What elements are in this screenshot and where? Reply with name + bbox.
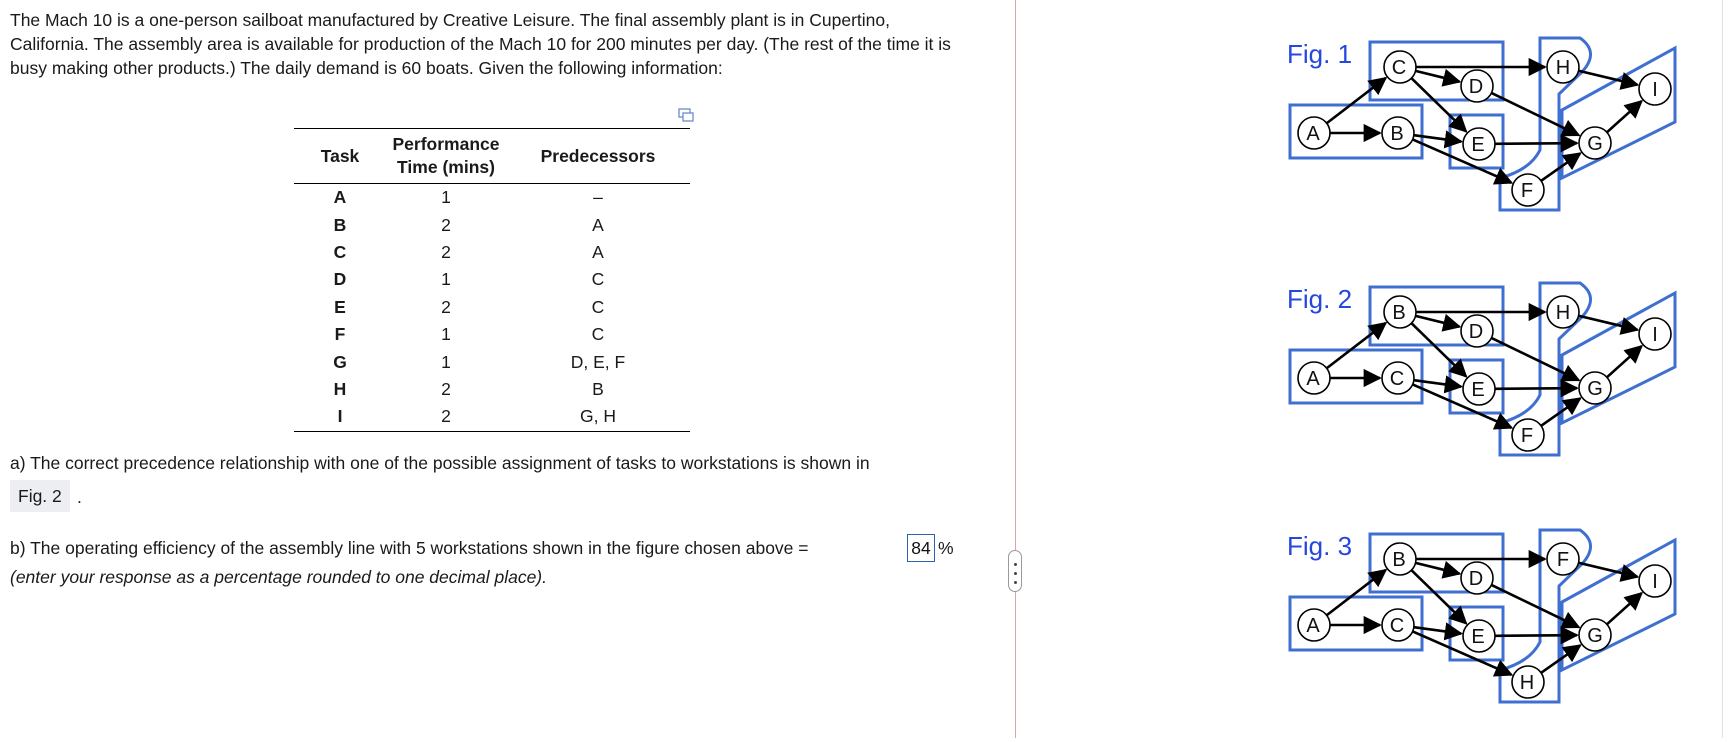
precedence-arrow	[1413, 384, 1512, 427]
cell-pred: A	[592, 214, 604, 235]
task-node-label: C	[1389, 368, 1405, 390]
precedence-arrow	[1495, 635, 1577, 636]
figure-label: Fig. 3	[1287, 531, 1353, 561]
precedence-arrow	[1413, 139, 1512, 182]
cell-pred: –	[593, 187, 603, 208]
task-node-label: E	[1471, 379, 1485, 401]
task-node-label: G	[1587, 625, 1603, 647]
task-node-label: B	[1392, 302, 1406, 324]
precedence-arrow	[1607, 101, 1642, 132]
task-node-label: D	[1468, 76, 1484, 98]
task-node-label: F	[1520, 425, 1534, 447]
task-node-label: G	[1587, 133, 1603, 155]
cell-time: 2	[441, 296, 451, 317]
precedence-arrow	[1495, 388, 1577, 389]
cell-task: F	[334, 324, 346, 345]
task-node-label: H	[1519, 672, 1535, 694]
question-a-answer-select[interactable]: Fig. 2	[10, 480, 70, 512]
cell-time: 1	[441, 269, 451, 290]
cell-time: 2	[386, 403, 506, 431]
precedence-arrow	[1416, 316, 1460, 327]
figure-1[interactable]	[0, 0, 1728, 250]
task-node-label: D	[1468, 568, 1484, 590]
cell-pred: A	[592, 241, 604, 262]
cell-time: 1	[441, 351, 451, 372]
cell-task: I	[294, 403, 386, 431]
precedence-arrow	[1491, 585, 1578, 627]
figure-label: Fig. 1	[1287, 39, 1353, 69]
precedence-arrow	[1607, 346, 1642, 377]
header-predecessors: Predecessors	[506, 129, 690, 184]
task-node-label: B	[1390, 123, 1404, 145]
cell-task: G	[333, 351, 347, 372]
task-node-label: E	[1471, 626, 1485, 648]
cell-task: H	[333, 378, 347, 399]
precedence-arrow	[1413, 631, 1512, 674]
task-node-label: A	[1306, 123, 1320, 145]
precedence-arrow	[1491, 338, 1578, 380]
task-node-label: C	[1389, 615, 1405, 637]
question-b-text: b) The operating efficiency of the assembly line with 5 workstations shown in the figure chosen above =	[10, 538, 809, 558]
figure-label: Fig. 2	[1287, 284, 1353, 314]
header-task: Task	[294, 129, 386, 184]
cell-task: E	[334, 296, 346, 317]
question-a-period: .	[77, 487, 82, 507]
cell-pred: D, E, F	[570, 351, 626, 372]
precedence-arrow	[1416, 563, 1460, 574]
task-node-label: I	[1652, 324, 1658, 346]
precedence-arrow	[1416, 71, 1460, 82]
cell-time: 1	[441, 187, 451, 208]
cell-pred: C	[591, 324, 605, 345]
figure-3[interactable]	[0, 492, 1728, 742]
task-node-label: H	[1555, 302, 1571, 324]
task-node-label: E	[1471, 134, 1485, 156]
cell-pred: C	[591, 269, 605, 290]
task-node-label: G	[1587, 378, 1603, 400]
header-time-line2: Time (mins)	[397, 157, 495, 177]
cell-time: 1	[441, 324, 451, 345]
task-node-label: H	[1555, 57, 1571, 79]
cell-task: C	[333, 241, 347, 262]
percent-unit: %	[938, 538, 954, 558]
cell-task: B	[333, 214, 347, 235]
efficiency-input[interactable]: 84	[907, 534, 935, 562]
task-node-label: B	[1392, 549, 1406, 571]
task-node-label: F	[1520, 180, 1534, 202]
cell-pred: B	[592, 378, 604, 399]
task-node-label: F	[1556, 549, 1570, 571]
cell-pred: C	[591, 296, 605, 317]
precedence-arrow	[1607, 593, 1642, 624]
task-node-label: A	[1306, 615, 1320, 637]
question-b-hint: (enter your response as a percentage rounded to one decimal place).	[10, 567, 547, 587]
task-node-label: I	[1652, 571, 1658, 593]
cell-task: A	[333, 187, 347, 208]
cell-pred: G, H	[506, 403, 690, 431]
question-a-text: a) The correct precedence relationship with one of the possible assignment of tasks to workstations is shown in	[10, 453, 870, 473]
cell-time: 2	[441, 214, 451, 235]
problem-statement: The Mach 10 is a one-person sailboat manufactured by Creative Leisure. The final assembly plant is in Cupertino, California. The assembly area is available for production of the Mach 10 for 200 minutes per day. (The rest of the time it is busy making other products.) The daily demand is 60 boats. Given the following information:	[10, 10, 951, 78]
cell-time: 2	[441, 378, 451, 399]
cell-time: 2	[441, 241, 451, 262]
task-node-label: I	[1652, 79, 1658, 101]
task-node-label: C	[1391, 57, 1407, 79]
header-time-line1: Performance	[392, 134, 500, 154]
precedence-arrow	[1491, 93, 1578, 135]
task-node-label: A	[1306, 368, 1320, 390]
cell-task: D	[333, 269, 347, 290]
task-node-label: D	[1468, 321, 1484, 343]
precedence-arrow	[1495, 143, 1577, 144]
figure-2[interactable]	[0, 245, 1728, 495]
